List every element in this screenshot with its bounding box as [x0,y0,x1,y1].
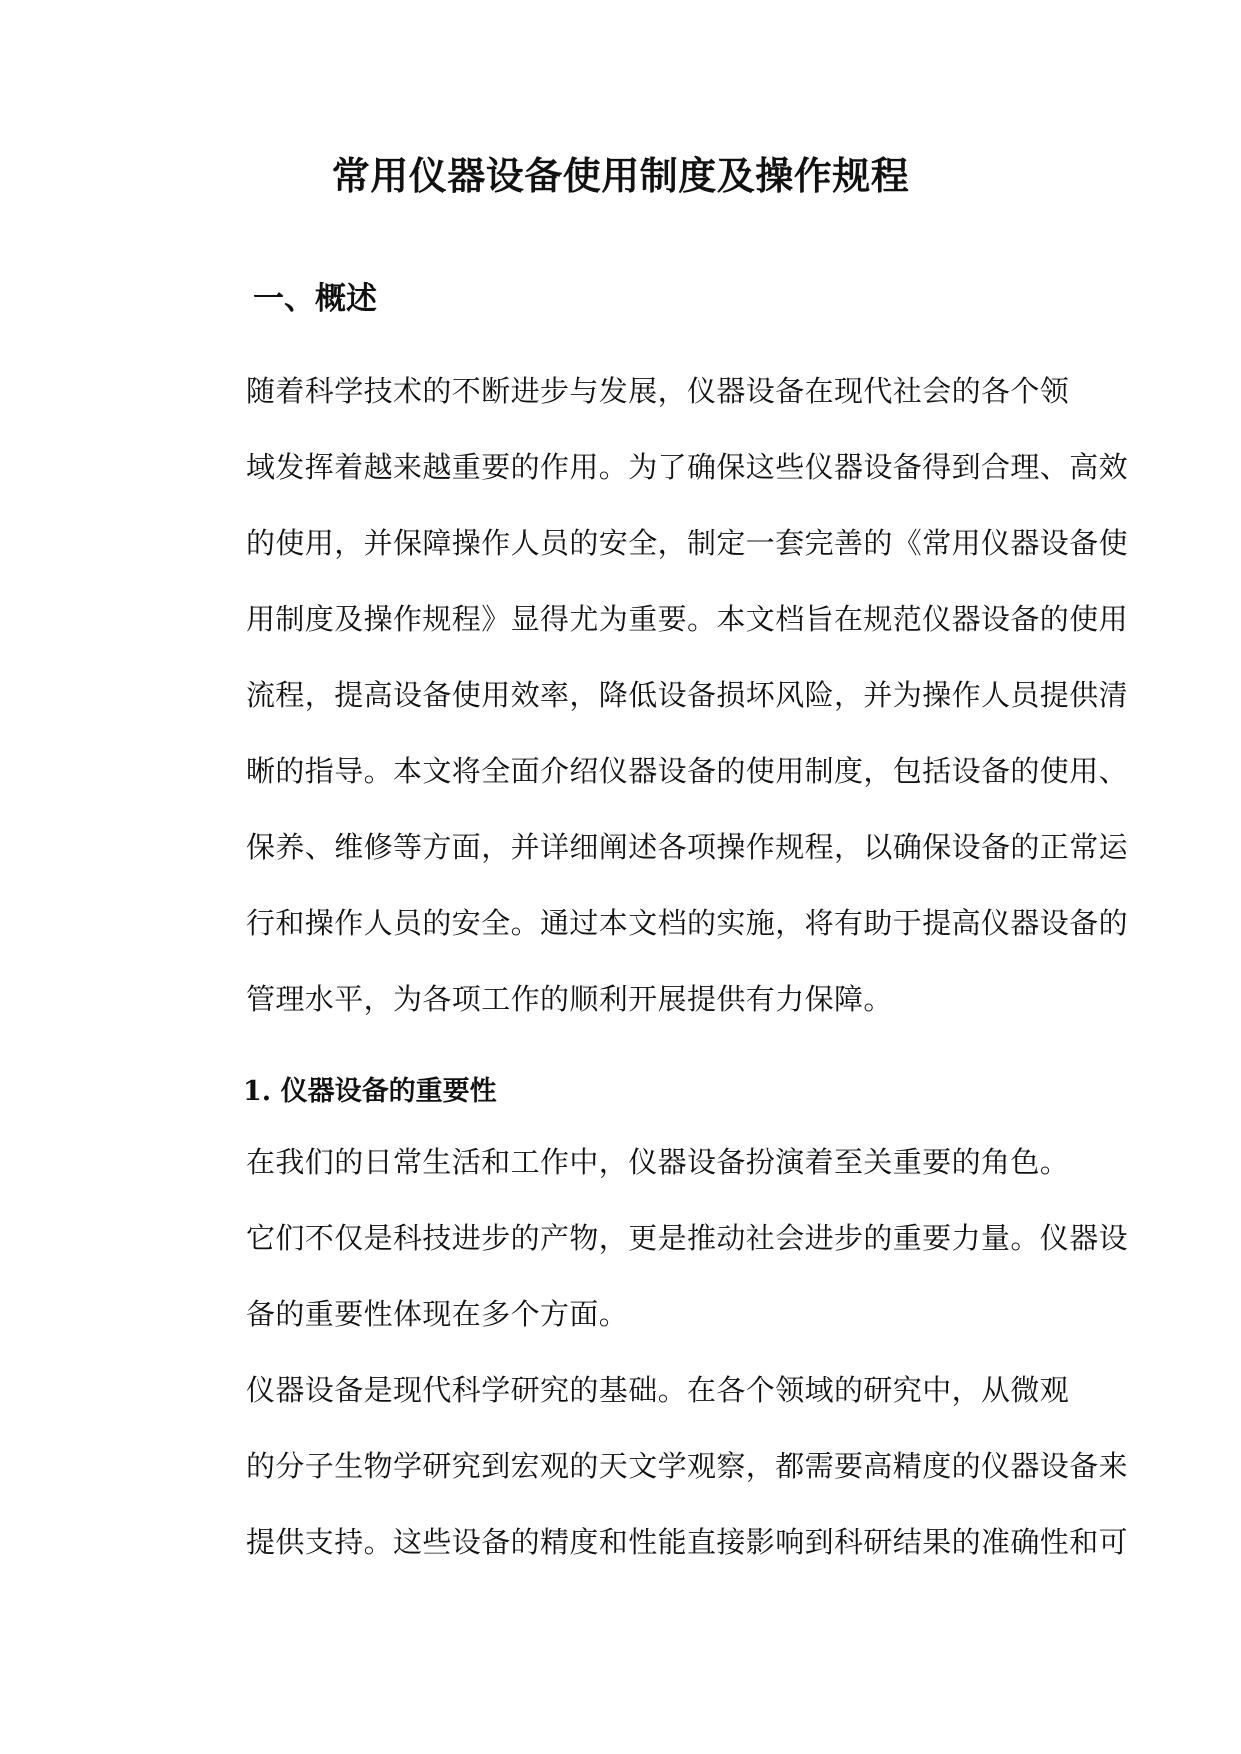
paragraph-line: 流程，提高设备使用效率，降低设备损坏风险，并为操作人员提供清 [246,678,1129,712]
section-heading-overview: 一、概述 [253,281,377,317]
paragraph-line: 的使用，并保障操作人员的安全，制定一套完善的《常用仪器设备使 [246,526,1129,560]
paragraph-line: 保养、维修等方面，并详细阐述各项操作规程，以确保设备的正常运 [246,830,1129,864]
paragraph-line: 随着科学技术的不断进步与发展，仪器设备在现代社会的各个领 [246,374,1070,408]
importance-paragraph-1 [188,1124,1129,1352]
paragraph-line: 的分子生物学研究到宏观的天文学观察，都需要高精度的仪器设备来 [246,1449,1129,1483]
paragraph-line: 管理水平，为各项工作的顺利开展提供有力保障。 [246,982,893,1016]
paragraph-line: 在我们的日常生活和工作中，仪器设备扮演着至关重要的角色。 [246,1145,1070,1179]
paragraph-line: 行和操作人员的安全。通过本文档的实施，将有助于提高仪器设备的 [246,906,1129,940]
paragraph-line: 域发挥着越来越重要的作用。为了确保这些仪器设备得到合理、高效 [246,450,1129,484]
paragraph-line: 提供支持。这些设备的精度和性能直接影响到科研结果的准确性和可 [246,1525,1129,1559]
importance-paragraph-2 [188,1352,1129,1580]
paragraph-line: 仪器设备是现代科学研究的基础。在各个领域的研究中，从微观 [246,1373,1070,1407]
overview-paragraph [188,353,1129,1037]
document-title: 常用仪器设备使用制度及操作规程 [331,153,910,198]
paragraph-line: 备的重要性体现在多个方面。 [246,1297,629,1331]
paragraph-line: 它们不仅是科技进步的产物，更是推动社会进步的重要力量。仪器设 [246,1221,1129,1255]
paragraph-line: 用制度及操作规程》显得尤为重要。本文档旨在规范仪器设备的使用 [246,602,1129,636]
paragraph-line: 晰的指导。本文将全面介绍仪器设备的使用制度，包括设备的使用、 [246,754,1129,788]
subsection-heading-importance: 1. 仪器设备的重要性 [243,1076,497,1107]
